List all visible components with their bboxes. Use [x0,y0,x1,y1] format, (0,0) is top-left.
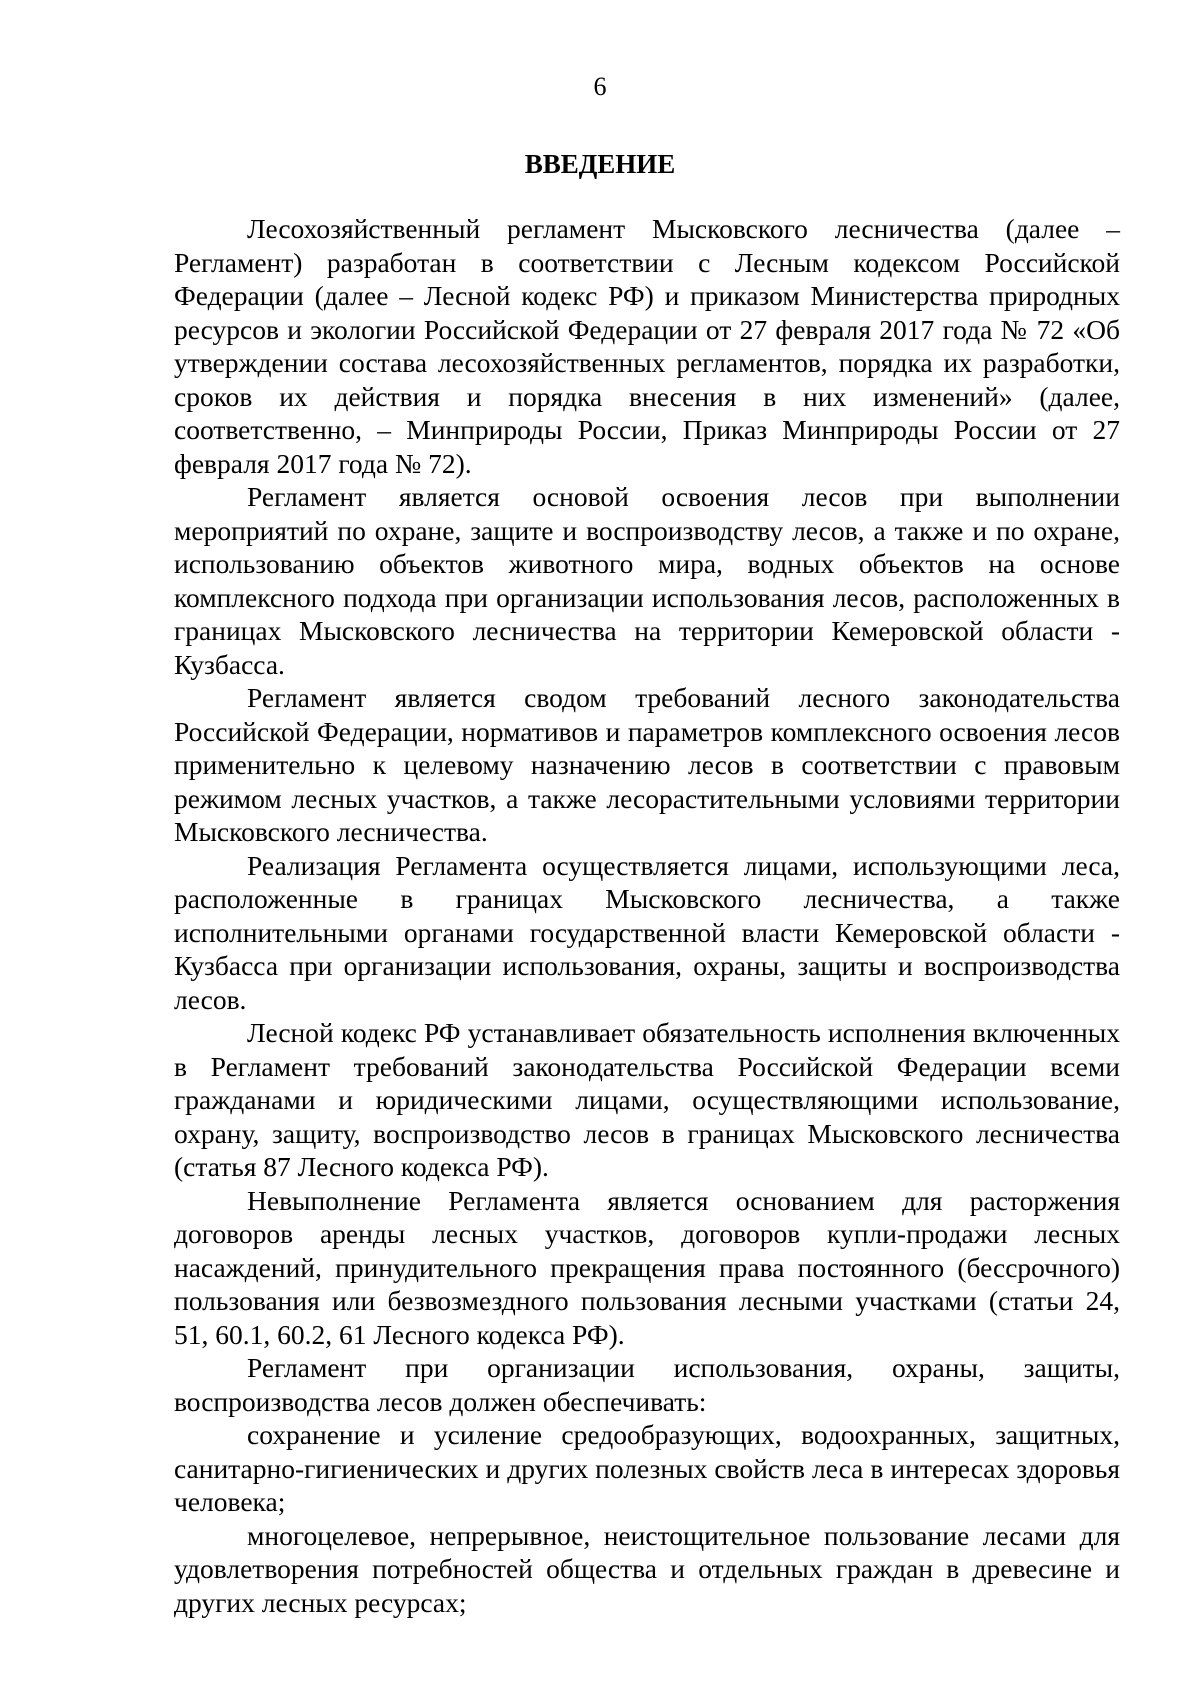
paragraph: Регламент при организации использования, охраны, защиты, воспроизводства лесов должен обеспечивать: [174,1352,1120,1417]
paragraph: многоцелевое, непрерывное, неистощительное пользование лесами для удовлетворения потребностей общества и отдельных граждан в древесине и других лесных ресурсах; [174,1519,1120,1618]
paragraph: Невыполнение Регламента является основанием для расторжения договоров аренды лесных участков, договоров купли-продажи лесных насаждений, принудительного прекращения права постоянного (бессрочного) пользования или безвозмездного пользования лесными участками (статьи 24, 51, 60.1, 60.2, 61 Лесного кодекса РФ). [174,1184,1120,1350]
paragraph: Регламент является сводом требований лесного законодательства Российской Федерации, нормативов и параметров комплексного освоения лесов применительно к целевому назначению лесов в соответствии с правовым режимом лесных участков, а также лесорастительными условиями территории Мысковского лесничества. [174,682,1120,847]
page-number: 6 [593,72,607,101]
paragraph: Регламент является основой освоения лесов при выполнении мероприятий по охране, защите и воспроизводству лесов, а также и по охране, использованию объектов животного мира, водных объектов на основе комплексного подхода при организации использования лесов, расположенных в границах Мысковского лесничества на территории Кемеровской области - Кузбасса. [174,481,1120,680]
paragraph: сохранение и усиление средообразующих, водоохранных, защитных, санитарно-гигиенических и других полезных свойств леса в интересах здоровья человека; [174,1419,1120,1517]
body-text [174,212,1120,1619]
paragraph: Лесной кодекс РФ устанавливает обязательность исполнения включенных в Регламент требований законодательства Российской Федерации всеми гражданами и юридическими лицами, осуществляющими использование, охрану, защиту, воспроизводство лесов в границах Мысковского лесничества (статья 87 Лесного кодекса РФ). [174,1017,1120,1182]
paragraph: Реализация Регламента осуществляется лицами, использующими леса, расположенные в границах Мысковского лесничества, а также исполнительными органами государственной власти Кемеровской области - Кузбасса при организации использования, охраны, защиты и воспроизводства лесов. [174,849,1120,1015]
paragraph: Лесохозяйственный регламент Мысковского лесничества (далее – Регламент) разработан в соответствии с Лесным кодексом Российской Федерации (далее – Лесной кодекс РФ) и приказом Министерства природных ресурсов и экологии Российской Федерации от 27 февраля 2017 года № 72 «Об утверждении состава лесохозяйственных регламентов, порядка их разработки, сроков их действия и порядка внесения в них изменений» (далее, соответственно, – Минприроды России, Приказ Минприроды России от 27 февраля 2017 года № 72). [174,213,1120,479]
section-heading: ВВЕДЕНИЕ [524,149,676,179]
